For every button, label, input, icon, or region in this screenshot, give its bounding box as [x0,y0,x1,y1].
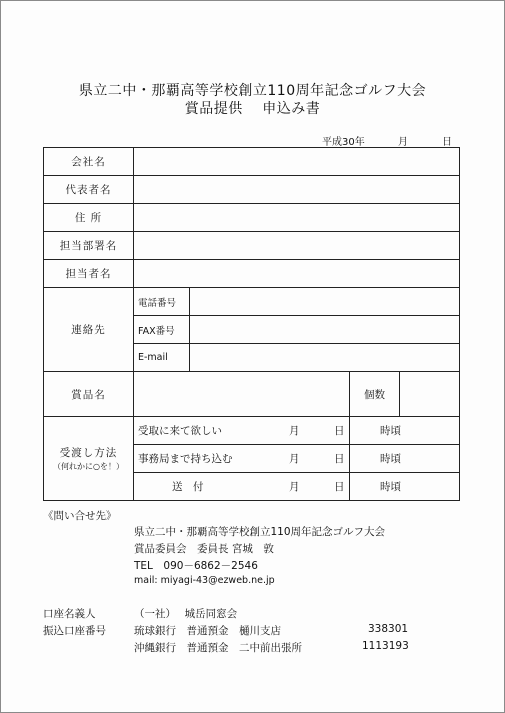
delivery-method-title: 受渡し方法 [59,447,118,459]
inquiry-org: 県立二中・那覇高等学校創立110周年記念ゴルフ大会 [134,526,386,538]
delivery-option-time: 時頃 [350,445,460,473]
bank-account-name: 沖縄銀行 普通預金 二中前出張所 [134,642,302,654]
bank-account-number: 1113193 [362,640,409,652]
delivery-option-month: 月 [289,453,300,465]
application-form [43,147,460,501]
prize-name-label: 賞品名 [44,372,134,417]
inquiry-heading: 《問い合せ先》 [43,510,117,522]
department-label: 担当部署名 [44,232,134,260]
contact-label: 連絡先 [44,288,134,372]
delivery-option-time: 時頃 [350,473,460,501]
phone-field[interactable] [190,288,460,316]
address-label: 住 所 [44,204,134,232]
fax-field[interactable] [190,316,460,344]
inquiry-mail: mail: miyagi-43@ezweb.ne.jp [134,575,275,586]
quantity-label: 個数 [350,372,400,417]
representative-field[interactable] [134,176,460,204]
date-day: 日 [442,137,452,148]
delivery-option-month: 月 [289,425,300,437]
inquiry-committee: 賞品委員会 委員長 宮城 敦 [134,543,274,555]
bank-account-label: 振込口座番号 [43,625,106,637]
email-field[interactable] [190,344,460,372]
form-title-line1: 県立二中・那覇高等学校創立110周年記念ゴルフ大会 [78,83,427,99]
delivery-option-day: 日 [334,425,345,437]
prize-name-field[interactable] [134,372,350,417]
person-label: 担当者名 [44,260,134,288]
delivery-option-text: 事務局まで持ち込む [138,453,233,465]
inquiry-tel: TEL 090－6862－2546 [134,560,258,572]
quantity-field[interactable] [400,372,460,417]
company-name-label: 会社名 [44,148,134,176]
date-year: 平成30年 [322,137,365,148]
delivery-option-month: 月 [289,481,300,493]
department-field[interactable] [134,232,460,260]
delivery-option-day: 日 [334,481,345,493]
bank-account-name: 琉球銀行 普通預金 樋川支店 [134,625,281,637]
email-label: E-mail [134,344,190,372]
person-field[interactable] [134,260,460,288]
form-title-line2: 賞品提供 申込み書 [184,101,321,117]
fax-label: FAX番号 [134,316,190,344]
bank-holder: （一社） 城岳同窓会 [134,608,238,620]
phone-label: 電話番号 [134,288,190,316]
delivery-method-note: （何れかに○を！） [53,462,124,471]
delivery-option-label[interactable] [134,445,350,473]
company-name-field[interactable] [134,148,460,176]
delivery-option-label[interactable] [134,473,350,501]
delivery-option-day: 日 [334,453,345,465]
date-month: 月 [398,137,408,148]
delivery-method-label [44,417,134,501]
bank-holder-label: 口座名義人 [43,608,96,620]
delivery-option-label[interactable] [134,417,350,445]
address-field[interactable] [134,204,460,232]
delivery-option-text: 送 付 [172,481,204,493]
bank-account-number: 338301 [368,623,409,635]
delivery-option-time: 時頃 [350,417,460,445]
delivery-option-text: 受取に来て欲しい [138,425,222,437]
representative-label: 代表者名 [44,176,134,204]
